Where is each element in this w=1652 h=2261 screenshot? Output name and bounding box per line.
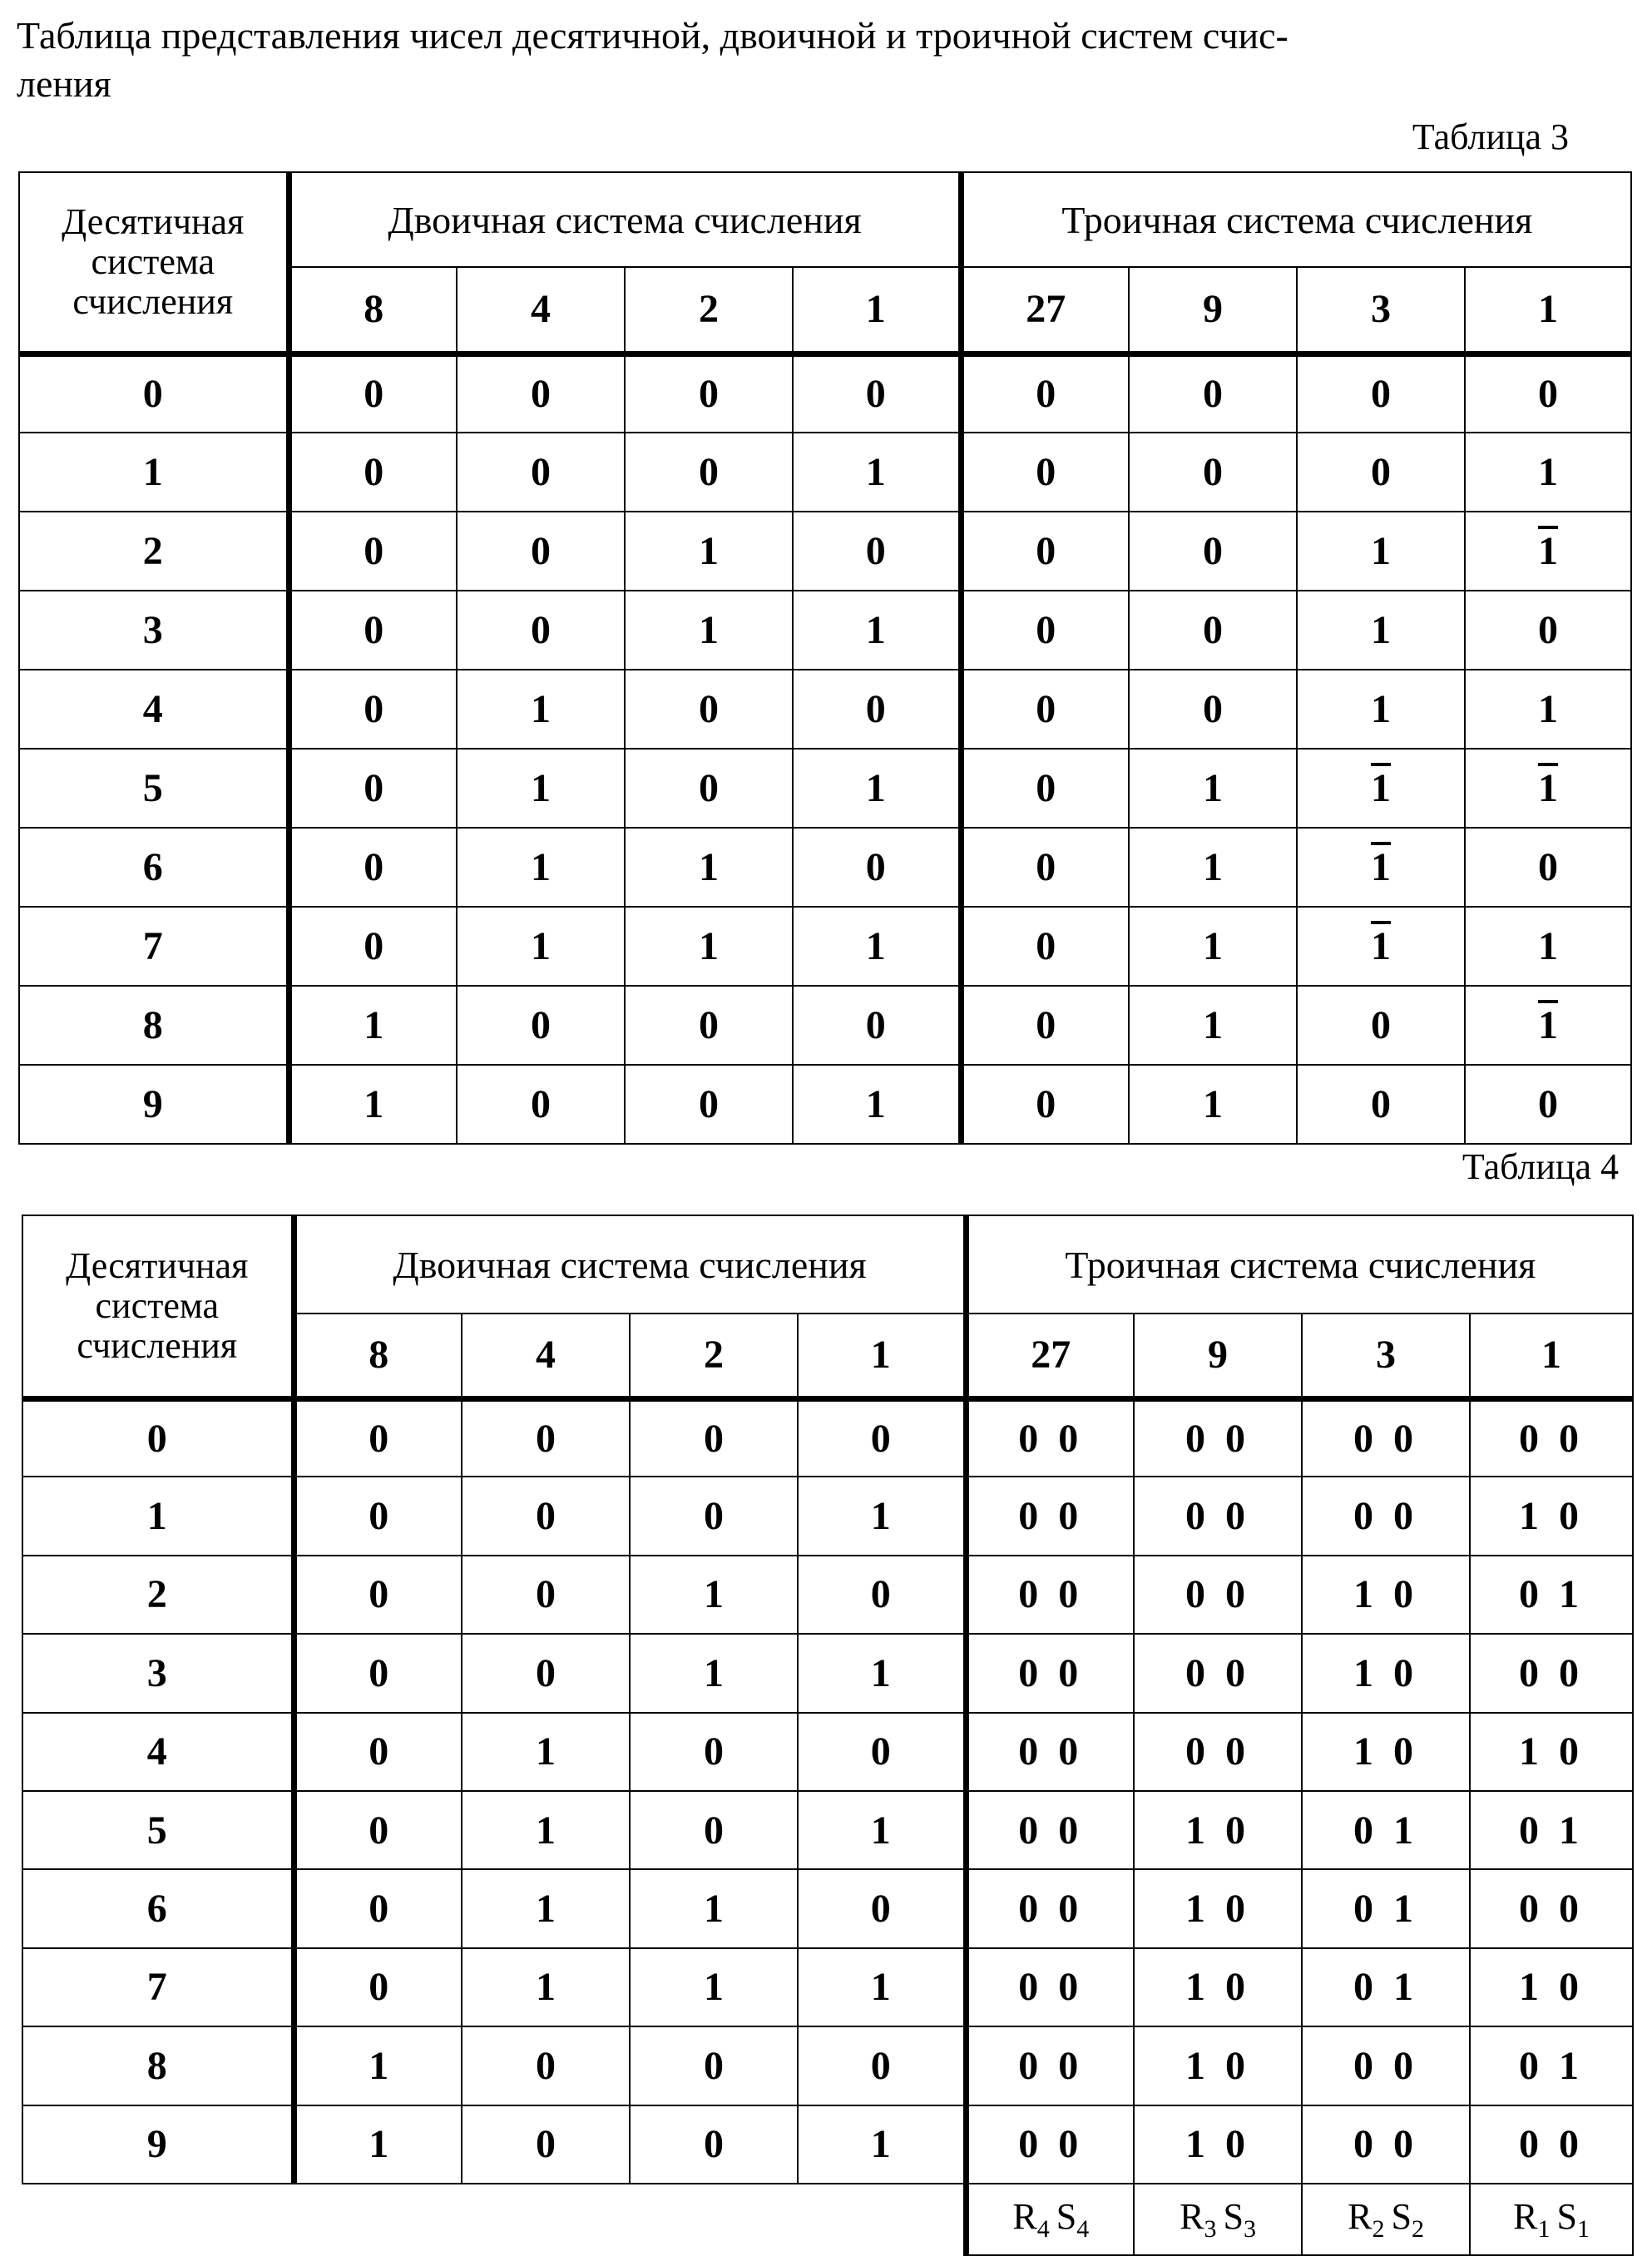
ternary-digit-cell: 0 (961, 828, 1129, 907)
header-decimal: Десятичная система счисления (22, 1215, 294, 1398)
ternary-digit-cell: 0 0 (1470, 1869, 1633, 1947)
binary-digit-cell: 0 (625, 749, 793, 828)
decimal-cell: 6 (19, 828, 289, 907)
ternary-digit-cell: 0 0 (1134, 1477, 1302, 1555)
register-label-cell (1302, 2184, 1470, 2255)
negative-one-digit: 1 (1538, 529, 1559, 573)
binary-digit-cell: 0 (462, 1556, 630, 1634)
ternary-weight-header: 27 (966, 1314, 1134, 1398)
header-binary: Двоичная система счисления (289, 172, 961, 267)
register-letter: S (1056, 2196, 1077, 2237)
binary-weight-header: 4 (457, 267, 625, 354)
ternary-digit-cell: 0 1 (1302, 1869, 1470, 1947)
ternary-weight-header: 27 (961, 267, 1129, 354)
binary-digit-cell: 1 (625, 512, 793, 591)
decimal-cell: 5 (19, 749, 289, 828)
binary-weight-header: 8 (294, 1314, 462, 1398)
ternary-digit-cell: 0 0 (1134, 1634, 1302, 1712)
ternary-digit-cell: 0 (1465, 591, 1631, 670)
binary-digit-cell: 1 (457, 749, 625, 828)
binary-digit-cell: 0 (289, 670, 457, 749)
ternary-digit-cell: 0 (961, 986, 1129, 1065)
binary-digit-cell: 1 (798, 2105, 966, 2184)
table-row (19, 670, 1631, 749)
ternary-digit-cell: 1 0 (1134, 2026, 1302, 2105)
ternary-digit-cell: 0 (1297, 1065, 1465, 1144)
table-row (19, 986, 1631, 1065)
binary-digit-cell: 0 (625, 1065, 793, 1144)
table-row (19, 433, 1631, 512)
binary-digit-cell: 0 (462, 1398, 630, 1477)
register-index: 1 (1576, 2214, 1590, 2243)
register-index: 3 (1243, 2214, 1256, 2243)
binary-digit-cell: 1 (793, 907, 961, 986)
binary-digit-cell: 0 (457, 986, 625, 1065)
table-4 (22, 1215, 1634, 2256)
table-row (22, 1398, 1633, 1477)
ternary-digit-cell: 0 0 (966, 1477, 1134, 1555)
ternary-digit-cell: 0 0 (966, 1791, 1134, 1869)
ternary-digit-cell: 0 0 (1302, 2105, 1470, 2184)
ternary-digit-cell: 0 0 (1470, 1634, 1633, 1712)
ternary-digit-cell: 0 (1465, 828, 1631, 907)
ternary-digit-cell: 0 (1129, 670, 1297, 749)
page-caption (17, 12, 1622, 108)
footer-blank-cell (462, 2184, 630, 2255)
table-row (19, 591, 1631, 670)
ternary-digit-cell: 0 (1465, 354, 1631, 433)
binary-digit-cell: 0 (630, 1398, 798, 1477)
register-letter: R (1180, 2196, 1204, 2237)
table-row (22, 1713, 1633, 1791)
ternary-digit-cell: 0 (961, 591, 1129, 670)
binary-digit-cell: 1 (630, 1556, 798, 1634)
ternary-digit-cell: 1 (1129, 1065, 1297, 1144)
header-decimal: Десятичная система счисления (19, 172, 289, 354)
decimal-cell: 4 (19, 670, 289, 749)
table-row (19, 828, 1631, 907)
negative-one-digit: 1 (1538, 766, 1559, 810)
ternary-digit-cell: 1 0 (1470, 1948, 1633, 2026)
table-row (22, 1556, 1633, 1634)
binary-digit-cell: 0 (294, 1713, 462, 1791)
binary-weight-header: 1 (793, 267, 961, 354)
decimal-cell: 7 (19, 907, 289, 986)
binary-digit-cell: 0 (625, 354, 793, 433)
binary-digit-cell: 1 (630, 1634, 798, 1712)
table-row (22, 2105, 1633, 2184)
binary-digit-cell: 0 (294, 1869, 462, 1947)
decimal-cell: 3 (22, 1634, 294, 1712)
caption-line-2: ления (17, 62, 111, 105)
ternary-digit-cell: 0 1 (1470, 1556, 1633, 1634)
register-index: 4 (1076, 2214, 1090, 2243)
ternary-weight-header: 9 (1129, 267, 1297, 354)
table-row (19, 512, 1631, 591)
ternary-digit-cell: 0 (1465, 1065, 1631, 1144)
binary-digit-cell: 0 (630, 1791, 798, 1869)
ternary-digit-cell: 0 1 (1302, 1791, 1470, 1869)
binary-digit-cell: 0 (457, 1065, 625, 1144)
ternary-digit-cell: 0 1 (1470, 2026, 1633, 2105)
register-footer-row (22, 2184, 1633, 2255)
negative-one-digit: 1 (1371, 924, 1392, 968)
register-letter: S (1223, 2196, 1244, 2237)
ternary-digit-cell: 0 (1297, 986, 1465, 1065)
binary-digit-cell: 0 (462, 2105, 630, 2184)
ternary-digit-cell: 0 0 (1302, 1398, 1470, 1477)
decimal-cell: 8 (19, 986, 289, 1065)
ternary-digit-cell: 0 0 (1134, 1713, 1302, 1791)
binary-digit-cell: 1 (294, 2105, 462, 2184)
decimal-cell: 9 (19, 1065, 289, 1144)
binary-digit-cell: 0 (289, 591, 457, 670)
binary-digit-cell: 0 (798, 1556, 966, 1634)
ternary-digit-cell: 0 0 (1134, 1556, 1302, 1634)
decimal-cell: 2 (22, 1556, 294, 1634)
binary-digit-cell: 0 (457, 433, 625, 512)
binary-weight-header: 4 (462, 1314, 630, 1398)
ternary-weight-header: 1 (1470, 1314, 1633, 1398)
table-row (19, 907, 1631, 986)
binary-digit-cell: 1 (462, 1869, 630, 1947)
table-row (22, 1869, 1633, 1947)
binary-digit-cell: 1 (625, 907, 793, 986)
table-row (22, 1948, 1633, 2026)
binary-digit-cell: 1 (630, 1948, 798, 2026)
decimal-cell: 0 (19, 354, 289, 433)
binary-digit-cell: 0 (462, 1477, 630, 1555)
ternary-digit-cell: 1 (1465, 907, 1631, 986)
register-letter: S (1556, 2196, 1577, 2237)
binary-digit-cell: 0 (793, 986, 961, 1065)
binary-digit-cell: 0 (798, 1869, 966, 1947)
binary-digit-cell: 0 (625, 433, 793, 512)
binary-digit-cell: 1 (462, 1791, 630, 1869)
binary-digit-cell: 0 (294, 1477, 462, 1555)
ternary-weight-header: 9 (1134, 1314, 1302, 1398)
header-ternary: Троичная система счисления (966, 1215, 1633, 1314)
binary-weight-header: 2 (625, 267, 793, 354)
register-label-cell (1134, 2184, 1302, 2255)
ternary-digit-cell: 1 (1129, 828, 1297, 907)
ternary-digit-cell: 0 1 (1470, 1791, 1633, 1869)
binary-digit-cell: 1 (625, 828, 793, 907)
binary-digit-cell: 1 (462, 1713, 630, 1791)
binary-weight-header: 2 (630, 1314, 798, 1398)
binary-digit-cell: 0 (625, 986, 793, 1065)
register-index: 2 (1372, 2214, 1385, 2243)
decimal-cell: 6 (22, 1869, 294, 1947)
ternary-digit-cell: 1 0 (1134, 1869, 1302, 1947)
binary-digit-cell: 0 (625, 670, 793, 749)
binary-digit-cell: 1 (457, 670, 625, 749)
binary-digit-cell: 1 (793, 591, 961, 670)
binary-digit-cell: 1 (289, 1065, 457, 1144)
binary-digit-cell: 1 (793, 433, 961, 512)
binary-digit-cell: 0 (457, 354, 625, 433)
ternary-digit-cell: 0 (1129, 354, 1297, 433)
binary-digit-cell: 0 (630, 1713, 798, 1791)
decimal-cell: 1 (22, 1477, 294, 1555)
register-letter: R (1348, 2196, 1373, 2237)
ternary-digit-cell: 0 0 (1470, 1398, 1633, 1477)
table-row (22, 1477, 1633, 1555)
binary-digit-cell: 1 (457, 828, 625, 907)
negative-one-digit: 1 (1371, 845, 1392, 889)
footer-blank-cell (294, 2184, 462, 2255)
decimal-cell: 2 (19, 512, 289, 591)
binary-digit-cell: 0 (630, 1477, 798, 1555)
ternary-digit-cell: 0 0 (966, 2105, 1134, 2184)
ternary-digit-cell (1465, 749, 1631, 828)
ternary-digit-cell (1297, 749, 1465, 828)
binary-digit-cell: 0 (289, 749, 457, 828)
ternary-digit-cell: 1 0 (1134, 2105, 1302, 2184)
table-row (19, 354, 1631, 433)
ternary-digit-cell: 0 (961, 512, 1129, 591)
binary-digit-cell: 1 (625, 591, 793, 670)
ternary-digit-cell (1465, 986, 1631, 1065)
ternary-weight-header: 1 (1465, 267, 1631, 354)
binary-digit-cell: 0 (630, 2026, 798, 2105)
ternary-digit-cell: 0 0 (966, 1869, 1134, 1947)
ternary-digit-cell: 1 0 (1302, 1556, 1470, 1634)
binary-digit-cell: 0 (798, 1713, 966, 1791)
ternary-digit-cell: 0 0 (1470, 2105, 1633, 2184)
binary-digit-cell: 0 (294, 1791, 462, 1869)
ternary-digit-cell: 0 (1129, 433, 1297, 512)
register-label-cell (1470, 2184, 1633, 2255)
binary-digit-cell: 1 (798, 1948, 966, 2026)
ternary-digit-cell: 1 0 (1302, 1634, 1470, 1712)
ternary-digit-cell: 1 (1297, 591, 1465, 670)
ternary-digit-cell: 1 (1129, 907, 1297, 986)
binary-digit-cell: 1 (289, 986, 457, 1065)
ternary-digit-cell: 0 (1129, 512, 1297, 591)
ternary-digit-cell: 0 (961, 670, 1129, 749)
ternary-digit-cell: 0 (961, 749, 1129, 828)
binary-digit-cell: 1 (457, 907, 625, 986)
ternary-digit-cell: 0 (1129, 591, 1297, 670)
binary-digit-cell: 0 (793, 828, 961, 907)
binary-digit-cell: 0 (457, 591, 625, 670)
binary-digit-cell: 0 (798, 1398, 966, 1477)
ternary-digit-cell (1465, 512, 1631, 591)
footer-blank-cell (630, 2184, 798, 2255)
ternary-digit-cell: 0 0 (1302, 1477, 1470, 1555)
register-label-cell (966, 2184, 1134, 2255)
binary-digit-cell: 0 (793, 512, 961, 591)
binary-weight-header: 8 (289, 267, 457, 354)
ternary-digit-cell: 1 (1129, 749, 1297, 828)
ternary-digit-cell: 1 (1465, 433, 1631, 512)
ternary-digit-cell: 1 (1465, 670, 1631, 749)
ternary-digit-cell: 0 (961, 1065, 1129, 1144)
ternary-digit-cell: 0 (1297, 354, 1465, 433)
ternary-digit-cell: 1 (1129, 986, 1297, 1065)
ternary-digit-cell: 0 0 (966, 1556, 1134, 1634)
ternary-digit-cell: 0 0 (966, 1948, 1134, 2026)
ternary-digit-cell: 0 0 (1302, 2026, 1470, 2105)
binary-digit-cell: 0 (798, 2026, 966, 2105)
table-row (22, 1791, 1633, 1869)
table-row (19, 749, 1631, 828)
decimal-cell: 1 (19, 433, 289, 512)
ternary-digit-cell: 0 (961, 354, 1129, 433)
ternary-digit-cell: 0 (961, 433, 1129, 512)
register-index: 2 (1411, 2214, 1424, 2243)
binary-digit-cell: 0 (289, 828, 457, 907)
binary-digit-cell: 0 (457, 512, 625, 591)
binary-digit-cell: 1 (630, 1869, 798, 1947)
binary-digit-cell: 0 (462, 1634, 630, 1712)
binary-digit-cell: 0 (289, 907, 457, 986)
register-index: 3 (1204, 2214, 1217, 2243)
register-letter: R (1513, 2196, 1538, 2237)
decimal-cell: 9 (22, 2105, 294, 2184)
table4-label: Таблица 4 (1462, 1146, 1619, 1187)
ternary-digit-cell (1297, 828, 1465, 907)
binary-digit-cell: 0 (793, 670, 961, 749)
binary-digit-cell: 1 (462, 1948, 630, 2026)
binary-digit-cell: 1 (793, 749, 961, 828)
ternary-digit-cell: 0 0 (966, 1713, 1134, 1791)
binary-digit-cell: 0 (630, 2105, 798, 2184)
table-3 (18, 171, 1632, 1145)
decimal-cell: 4 (22, 1713, 294, 1791)
ternary-digit-cell (1297, 907, 1465, 986)
register-index: 1 (1537, 2214, 1551, 2243)
ternary-digit-cell: 1 0 (1470, 1477, 1633, 1555)
ternary-digit-cell: 0 0 (966, 1634, 1134, 1712)
ternary-digit-cell: 0 0 (966, 1398, 1134, 1477)
binary-digit-cell: 1 (798, 1791, 966, 1869)
footer-blank-cell (798, 2184, 966, 2255)
binary-digit-cell: 0 (289, 354, 457, 433)
ternary-digit-cell: 1 (1297, 512, 1465, 591)
binary-weight-header: 1 (798, 1314, 966, 1398)
decimal-cell: 8 (22, 2026, 294, 2105)
binary-digit-cell: 1 (798, 1477, 966, 1555)
table-row (22, 2026, 1633, 2105)
table-row (19, 1065, 1631, 1144)
ternary-digit-cell: 0 (961, 907, 1129, 986)
ternary-digit-cell: 1 0 (1134, 1948, 1302, 2026)
binary-digit-cell: 0 (294, 1556, 462, 1634)
ternary-digit-cell: 0 1 (1302, 1948, 1470, 2026)
binary-digit-cell: 1 (294, 2026, 462, 2105)
binary-digit-cell: 0 (294, 1398, 462, 1477)
binary-digit-cell: 1 (793, 1065, 961, 1144)
ternary-digit-cell: 1 0 (1134, 1791, 1302, 1869)
footer-blank-cell (22, 2184, 294, 2255)
binary-digit-cell: 1 (798, 1634, 966, 1712)
ternary-weight-header: 3 (1302, 1314, 1470, 1398)
binary-digit-cell: 0 (793, 354, 961, 433)
binary-digit-cell: 0 (289, 512, 457, 591)
binary-digit-cell: 0 (294, 1948, 462, 2026)
negative-one-digit: 1 (1538, 1003, 1559, 1047)
negative-one-digit: 1 (1371, 766, 1392, 810)
register-index: 4 (1036, 2214, 1050, 2243)
ternary-digit-cell: 0 0 (1134, 1398, 1302, 1477)
ternary-digit-cell: 1 (1297, 670, 1465, 749)
ternary-weight-header: 3 (1297, 267, 1465, 354)
header-ternary: Троичная система счисления (961, 172, 1631, 267)
register-letter: R (1012, 2196, 1037, 2237)
register-letter: S (1391, 2196, 1412, 2237)
decimal-cell: 7 (22, 1948, 294, 2026)
header-binary: Двоичная система счисления (294, 1215, 966, 1314)
binary-digit-cell: 0 (462, 2026, 630, 2105)
binary-digit-cell: 0 (294, 1634, 462, 1712)
decimal-cell: 5 (22, 1791, 294, 1869)
table3-label: Таблица 3 (1412, 116, 1569, 157)
caption-line-1: Таблица представления чисел десятичной, двоичной и троичной систем счис- (17, 14, 1288, 57)
ternary-digit-cell: 0 0 (966, 2026, 1134, 2105)
decimal-cell: 3 (19, 591, 289, 670)
ternary-digit-cell: 0 (1297, 433, 1465, 512)
ternary-digit-cell: 1 0 (1302, 1713, 1470, 1791)
table-row (22, 1634, 1633, 1712)
ternary-digit-cell: 1 0 (1470, 1713, 1633, 1791)
binary-digit-cell: 0 (289, 433, 457, 512)
decimal-cell: 0 (22, 1398, 294, 1477)
